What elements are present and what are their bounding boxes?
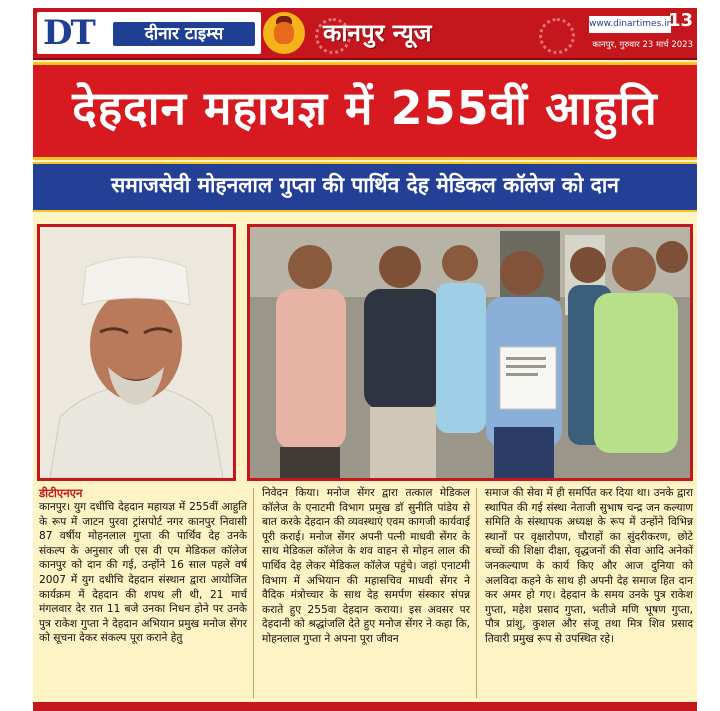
website-link[interactable]: www.dinartimes.in bbox=[589, 16, 671, 33]
headline: देहदान महायज्ञ में 255वीं आहुति bbox=[72, 81, 658, 135]
group-photo-image bbox=[250, 227, 690, 478]
masthead bbox=[33, 8, 697, 60]
newspaper-page bbox=[33, 8, 697, 711]
subheadline: समाजसेवी मोहनलाल गुप्ता की पार्थिव देह मेडिकल कॉलेज को दान bbox=[111, 173, 619, 197]
paper-name: दीनार टाइम्स bbox=[113, 22, 255, 46]
column-divider bbox=[476, 488, 477, 698]
bottom-band bbox=[33, 702, 697, 711]
logo-letters: DT bbox=[43, 13, 94, 53]
dateline: कानपुर, गुरुवार 23 मार्च 2023 bbox=[592, 40, 693, 50]
article-byline: डीटीएनएन bbox=[39, 486, 83, 500]
article-column-2: निवेदन किया। मनोज सेंगर द्वारा तत्काल मेडिकल कॉलेज के एनाटमी विभाग प्रमुख डाॅ सुनीति पांडेय से बात करके देहदान की व्यवस्थाएं एवम कागजी कार्यवाई पूरी कराई। मनोज सेंगर अपनी पत्नी माधवी सेंगर के साथ मेडिकल कॉलेज के शव वाहन से मोहन लाल की पार्थिव देह लेकर मेडिकल कॉलेज पहुंचे। जहां एनाटमी विभाग में अभियान की महासचिव माधवी सेंगर ने वैदिक मंत्रोच्चार के साथ देह समर्पण संस्कार संपन्न कराते हुए 255वा देहदान कराया। इस अवसर पर देहदानी को श्रद्धांजलि देते हुए मनोज सेंगर ने कहा कि, मोहनलाल गुप्ता ने अपना पूरा जीवन bbox=[262, 487, 470, 645]
group-photo bbox=[247, 224, 693, 481]
decorative-motif-icon bbox=[539, 18, 575, 54]
headline-banner bbox=[33, 62, 697, 160]
deity-emblem-icon bbox=[263, 12, 305, 54]
column-divider bbox=[253, 488, 254, 698]
page-number: 13 bbox=[667, 10, 693, 31]
portrait-image bbox=[40, 227, 233, 478]
subheadline-banner bbox=[33, 162, 697, 212]
newspaper-logo bbox=[37, 12, 261, 54]
article-column-3: समाज की सेवा में ही समर्पित कर दिया था। उनके द्वारा स्थापित की गई संस्था नेताजी सुभाष चन्द्र जन कल्याण समिति के संस्थापक अध्यक्ष के रूप में उन्होंने विभिन्न स्थानों पर वृक्षारोपण, चौराहों का सुंदरीकरण, छोटे बच्चों की शिक्षा दीक्षा, वृद्धजनों की सेवा आदि अनेकों जनकल्याण के कार्य किए और आज दुनिया को अलविदा कहने के साथ ही अपनी देह समाज हित दान कर अमर हो गए। देहदान के समय उनके पुत्र राकेश गुप्ता, महेश प्रसाद गुप्ता, भतीजे मणि भूषण गुप्ता, पौत्र प्रांशु, कुशल और संजू तथा मित्र शिव प्रसाद तिवारी प्रमुख रूप से उपस्थित रहे। bbox=[485, 487, 693, 645]
article-column-1: कानपुर। युग दधीचि देहदान महायज्ञ में 255वीं आहुति के रूप में जाटन पुरवा ट्रांसपोर्ट नगर कानपुर निवासी 87 वर्षीय मोहनलाल गुप्ता की पार्थिव देह उनके संकल्प के अनुसार जी एस वी एम मेडिकल कॉलेज कानपुर को दान की गई, उन्होंने 16 साल पहले वर्ष 2007 में युग दधीचि देहदान संस्थान द्वारा आयोजित कार्यक्रम में देहदान की शपथ ली थी, 21 मार्च मंगलवार देर रात 11 बजे उनका निधन होने पर उनके पुत्र राकेश गुप्ता ने देहदान अभियान प्रमुख मनोज सेंगर को सूचना देकर संकल्प पूरा कराने हेतु bbox=[39, 501, 247, 645]
portrait-photo bbox=[37, 224, 236, 481]
section-label: कानपुर न्यूज bbox=[323, 19, 432, 47]
